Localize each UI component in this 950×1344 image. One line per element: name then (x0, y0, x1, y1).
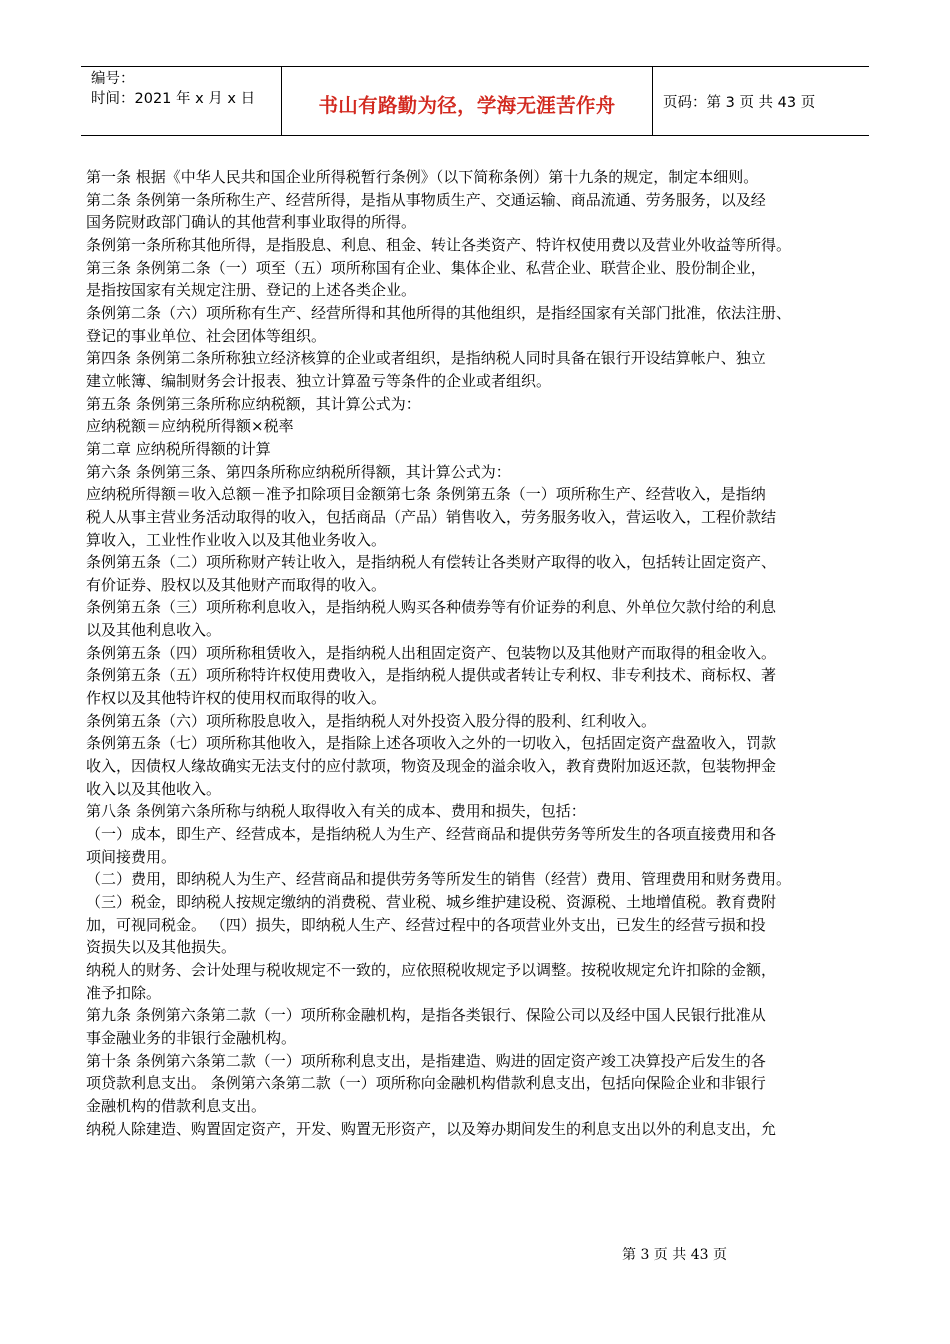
body-text-line: 作权以及其他特许权的使用权而取得的收入。 (86, 689, 387, 708)
body-text-line: 条例第五条（六）项所称股息收入，是指纳税人对外投资入股分得的股利、红利收入。 (86, 711, 657, 730)
body-text-line: 第二条 条例第一条所称生产、经营所得，是指从事物质生产、交通运输、商品流通、劳务服务，以及经 (86, 190, 766, 209)
body-text-line: 应纳税所得额＝收入总额－准予扣除项目金额第七条 条例第五条（一）项所称生产、经营收入，是指纳 (86, 485, 766, 504)
body-text-line: 建立帐簿、编制财务会计报表、独立计算盈亏等条件的企业或者组织。 (86, 371, 552, 390)
body-text-line: 条例第五条（四）项所称租赁收入，是指纳税人出租固定资产、包装物以及其他财产而取得的租金收入。 (86, 643, 777, 662)
body-text-line: 收入，因债权人缘故确实无法支付的应付款项，物资及现金的溢余收入，教育费附加返还款，包装物押金 (86, 757, 777, 776)
body-text-line: 第四条 条例第二条所称独立经济核算的企业或者组织，是指纳税人同时具备在银行开设结算帐户、独立 (86, 349, 766, 368)
document-body (86, 166, 876, 1140)
body-text-line: 纳税人的财务、会计处理与税收规定不一致的，应依照税收规定予以调整。按税收规定允许扣除的金额， (86, 960, 777, 979)
body-text-line: 条例第一条所称其他所得，是指股息、利息、租金、转让各类资产、特许权使用费以及营业外收益等所得。 (86, 235, 792, 254)
document-number-label: 编号： (91, 71, 135, 87)
header-motto-cell (282, 67, 653, 135)
document-header (81, 66, 869, 136)
body-text-line: 第三条 条例第二条（一）项至（五）项所称国有企业、集体企业、私营企业、联营企业、股份制企业， (86, 258, 766, 277)
page-footer: 第 3 页 共 43 页 (622, 1247, 727, 1263)
body-text-line: 税人从事主营业务活动取得的收入，包括商品（产品）销售收入，劳务服务收入，营运收入，工程价款结 (86, 507, 777, 526)
body-text-line: 资损失以及其他损失。 (86, 938, 237, 957)
document-date: 时间：2021 年 x 月 x 日 (91, 91, 256, 107)
body-text-line: 条例第五条（三）项所称利息收入，是指纳税人购买各种债券等有价证券的利息、外单位欠款付给的利息 (86, 598, 777, 617)
body-text-line: 算收入，工业性作业收入以及其他业务收入。 (86, 530, 387, 549)
body-text-line: 准予扣除。 (86, 983, 162, 1002)
body-text-line: 第五条 条例第三条所称应纳税额，其计算公式为： (86, 394, 421, 413)
body-text-line: 第八条 条例第六条所称与纳税人取得收入有关的成本、费用和损失，包括： (86, 802, 586, 821)
body-text-line: 金融机构的借款利息支出。 (86, 1096, 267, 1115)
body-text-line: 条例第二条（六）项所称有生产、经营所得和其他所得的其他组织，是指经国家有关部门批准，依法注册、 (86, 303, 792, 322)
header-meta-cell (81, 67, 282, 135)
body-text-line: 以及其他利息收入。 (86, 621, 222, 640)
body-text-line: 事金融业务的非银行金融机构。 (86, 1028, 297, 1047)
body-text-line: 应纳税额＝应纳税所得额×税率 (86, 417, 294, 436)
body-text-line: （三）税金，即纳税人按规定缴纳的消费税、营业税、城乡维护建设税、资源税、土地增值税。教育费附 (86, 893, 777, 911)
body-text-line: 第二章 应纳税所得额的计算 (86, 439, 271, 458)
body-text-line: 纳税人除建造、购置固定资产，开发、购置无形资产，以及筹办期间发生的利息支出以外的利息支出，允 (86, 1119, 777, 1138)
body-text-line: 条例第五条（七）项所称其他收入，是指除上述各项收入之外的一切收入，包括固定资产盘盈收入，罚款 (86, 734, 777, 753)
body-text-line: 第十条 条例第六条第二款（一）项所称利息支出，是指建造、购进的固定资产竣工决算投产后发生的各 (86, 1051, 766, 1070)
body-text-line: （一）成本，即生产、经营成本，是指纳税人为生产、经营商品和提供劳务等所发生的各项直接费用和各 (86, 825, 777, 844)
header-page-cell (653, 67, 869, 135)
header-page-info: 页码：第 3 页 共 43 页 (663, 94, 816, 111)
body-text-line: 国务院财政部门确认的其他营利事业取得的所得。 (86, 213, 417, 232)
body-text-line: 条例第五条（五）项所称特许权使用费收入，是指纳税人提供或者转让专利权、非专利技术、商标权、著 (86, 666, 777, 685)
body-text-line: 第一条 根据《中华人民共和国企业所得税暂行条例》（以下简称条例）第十九条的规定，制定本细则。 (86, 168, 759, 186)
body-text-line: 项间接费用。 (86, 847, 177, 866)
body-text-line: 登记的事业单位、社会团体等组织。 (86, 326, 327, 345)
header-motto: 书山有路勤为径，学海无涯苦作舟 (318, 94, 616, 117)
body-text-line: 有价证券、股权以及其他财产而取得的收入。 (86, 575, 387, 594)
body-text-line: 项贷款利息支出。 条例第六条第二款（一）项所称向金融机构借款利息支出，包括向保险企业和非银行 (86, 1074, 766, 1093)
body-text-line: 收入以及其他收入。 (86, 779, 222, 798)
body-text-line: 加，可视同税金。 （四）损失，即纳税人生产、经营过程中的各项营业外支出，已发生的经营亏损和投 (86, 915, 766, 934)
body-text-line: 第六条 条例第三条、第四条所称应纳税所得额，其计算公式为： (86, 462, 511, 481)
body-text-line: （二）费用，即纳税人为生产、经营商品和提供劳务等所发生的销售（经营）费用、管理费用和财务费用。 (86, 870, 792, 889)
body-text-line: 条例第五条（二）项所称财产转让收入，是指纳税人有偿转让各类财产取得的收入，包括转让固定资产、 (86, 553, 777, 572)
body-text-line: 是指按国家有关规定注册、登记的上述各类企业。 (86, 281, 417, 300)
body-text-line: 第九条 条例第六条第二款（一）项所称金融机构，是指各类银行、保险公司以及经中国人民银行批准从 (86, 1006, 766, 1025)
